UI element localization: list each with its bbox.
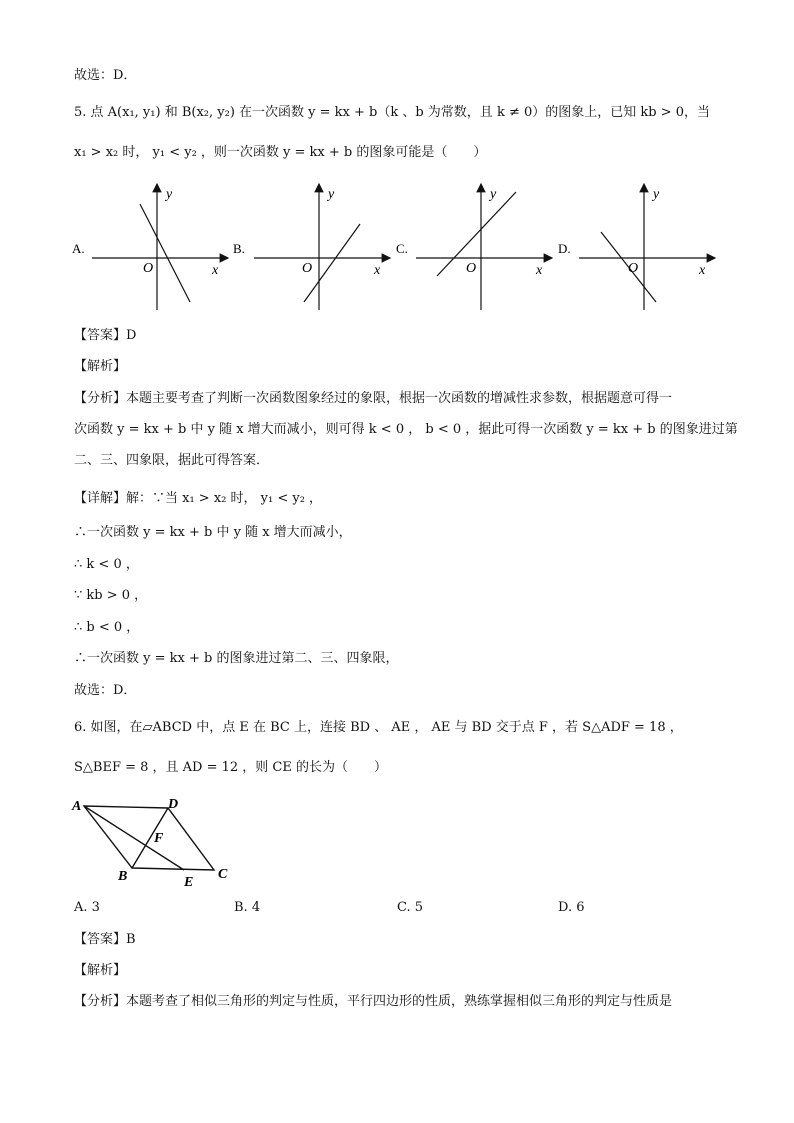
graph-b-line <box>304 224 360 302</box>
graph-c-x-label: x <box>536 263 543 278</box>
graph-d-x-label: x <box>699 263 706 278</box>
analysis-5-line-2: 次函数 y = kx + b 中 y 随 x 增大而减小，则可得 k < 0 ， b < 0 ，据此可得一次函数 y = kx + b 的图象进过第 <box>74 422 738 437</box>
question-6-figure <box>68 792 258 892</box>
detail-5-line-4: ∵ kb > 0 ， <box>74 588 148 603</box>
graph-a-origin: O <box>143 261 154 276</box>
graph-a-label: A. <box>72 241 85 256</box>
answer-5: 【答案】D <box>74 328 137 343</box>
graph-b-origin: O <box>302 261 313 276</box>
analysis-5-line-1: 【分析】本题主要考查了判断一次函数图象经过的象限，根据一次函数的增减性求参数，根据题意可得一 <box>74 391 673 406</box>
question-6-choices <box>74 900 734 920</box>
answer-6: 【答案】B <box>74 932 136 947</box>
detail-5-line-7: 故选：D． <box>74 683 137 698</box>
choice-6-a[interactable]: A. 3 <box>74 900 100 915</box>
graph-option-c[interactable] <box>396 184 552 310</box>
point-b-label: B <box>118 869 128 884</box>
graph-b-x-label: x <box>374 263 381 278</box>
choice-6-c[interactable]: C. 5 <box>397 900 424 915</box>
choice-6-d[interactable]: D. 6 <box>558 900 585 915</box>
graph-c-origin: O <box>466 261 477 276</box>
question-6-line-2: S△BEF = 8 ，且 AD = 12 ，则 CE 的长为（ ） <box>74 760 388 775</box>
point-a-label: A <box>72 799 82 814</box>
analysis-5-line-3: 二、三、四象限，据此可得答案． <box>74 453 270 468</box>
question-5-line-1: 5. 点 A(x₁, y₁) 和 B(x₂, y₂) 在一次函数 y = kx + b（k 、b 为常数，且 k ≠ 0）的图象上，已知 kb > 0，当 <box>74 105 711 120</box>
question-5-line-2: x₁ > x₂ 时， y₁ < y₂ ，则一次函数 y = kx + b 的图象可能是（ ） <box>74 145 487 160</box>
detail-5-line-2: ∴一次函数 y = kx + b 中 y 随 x 增大而减小， <box>74 525 352 540</box>
graph-option-b[interactable] <box>233 184 390 310</box>
graph-d-label: D. <box>558 241 571 256</box>
detail-5-line-6: ∴一次函数 y = kx + b 的图象进过第二、三、四象限， <box>74 651 399 666</box>
point-f-label: F <box>154 831 164 846</box>
graph-option-d[interactable] <box>558 184 715 310</box>
graph-option-a[interactable] <box>72 184 228 310</box>
detail-5-line-1: 【详解】解：∵当 x₁ > x₂ 时， y₁ < y₂ ， <box>74 491 323 506</box>
graph-d-origin: O <box>628 261 639 276</box>
graph-a-line <box>140 204 190 302</box>
analysis-5-heading: 【解析】 <box>74 359 127 374</box>
parallelogram-abcd <box>84 806 214 870</box>
graph-a-x-label: x <box>212 263 219 278</box>
text-line-1: 故选：D． <box>74 68 137 83</box>
point-d-label: D <box>168 797 179 812</box>
segment-ae <box>84 806 184 870</box>
question-5-graphs <box>0 178 794 318</box>
detail-5-line-3: ∴ k < 0 ， <box>74 557 139 572</box>
analysis-6-heading: 【解析】 <box>74 963 127 978</box>
choice-6-b[interactable]: B. 4 <box>234 900 261 915</box>
graph-d-y-label: y <box>653 187 660 202</box>
point-c-label: C <box>218 867 228 882</box>
graph-c-y-label: y <box>490 187 497 202</box>
detail-5-line-5: ∴ b < 0 ， <box>74 620 140 635</box>
graph-b-label: B. <box>233 241 245 256</box>
graph-b-y-label: y <box>328 187 335 202</box>
graph-c-line <box>437 192 516 276</box>
analysis-6-line-1: 【分析】本题考查了相似三角形的判定与性质，平行四边形的性质，熟练掌握相似三角形的判定与性质是 <box>74 994 673 1009</box>
question-6-line-1: 6. 如图，在▱ABCD 中，点 E 在 BC 上，连接 BD 、 AE ， AE 与 BD 交于点 F ，若 S△ADF = 18 ， <box>74 720 683 735</box>
graph-a-y-label: y <box>166 187 173 202</box>
point-e-label: E <box>184 875 194 890</box>
graph-c-label: C. <box>396 241 408 256</box>
